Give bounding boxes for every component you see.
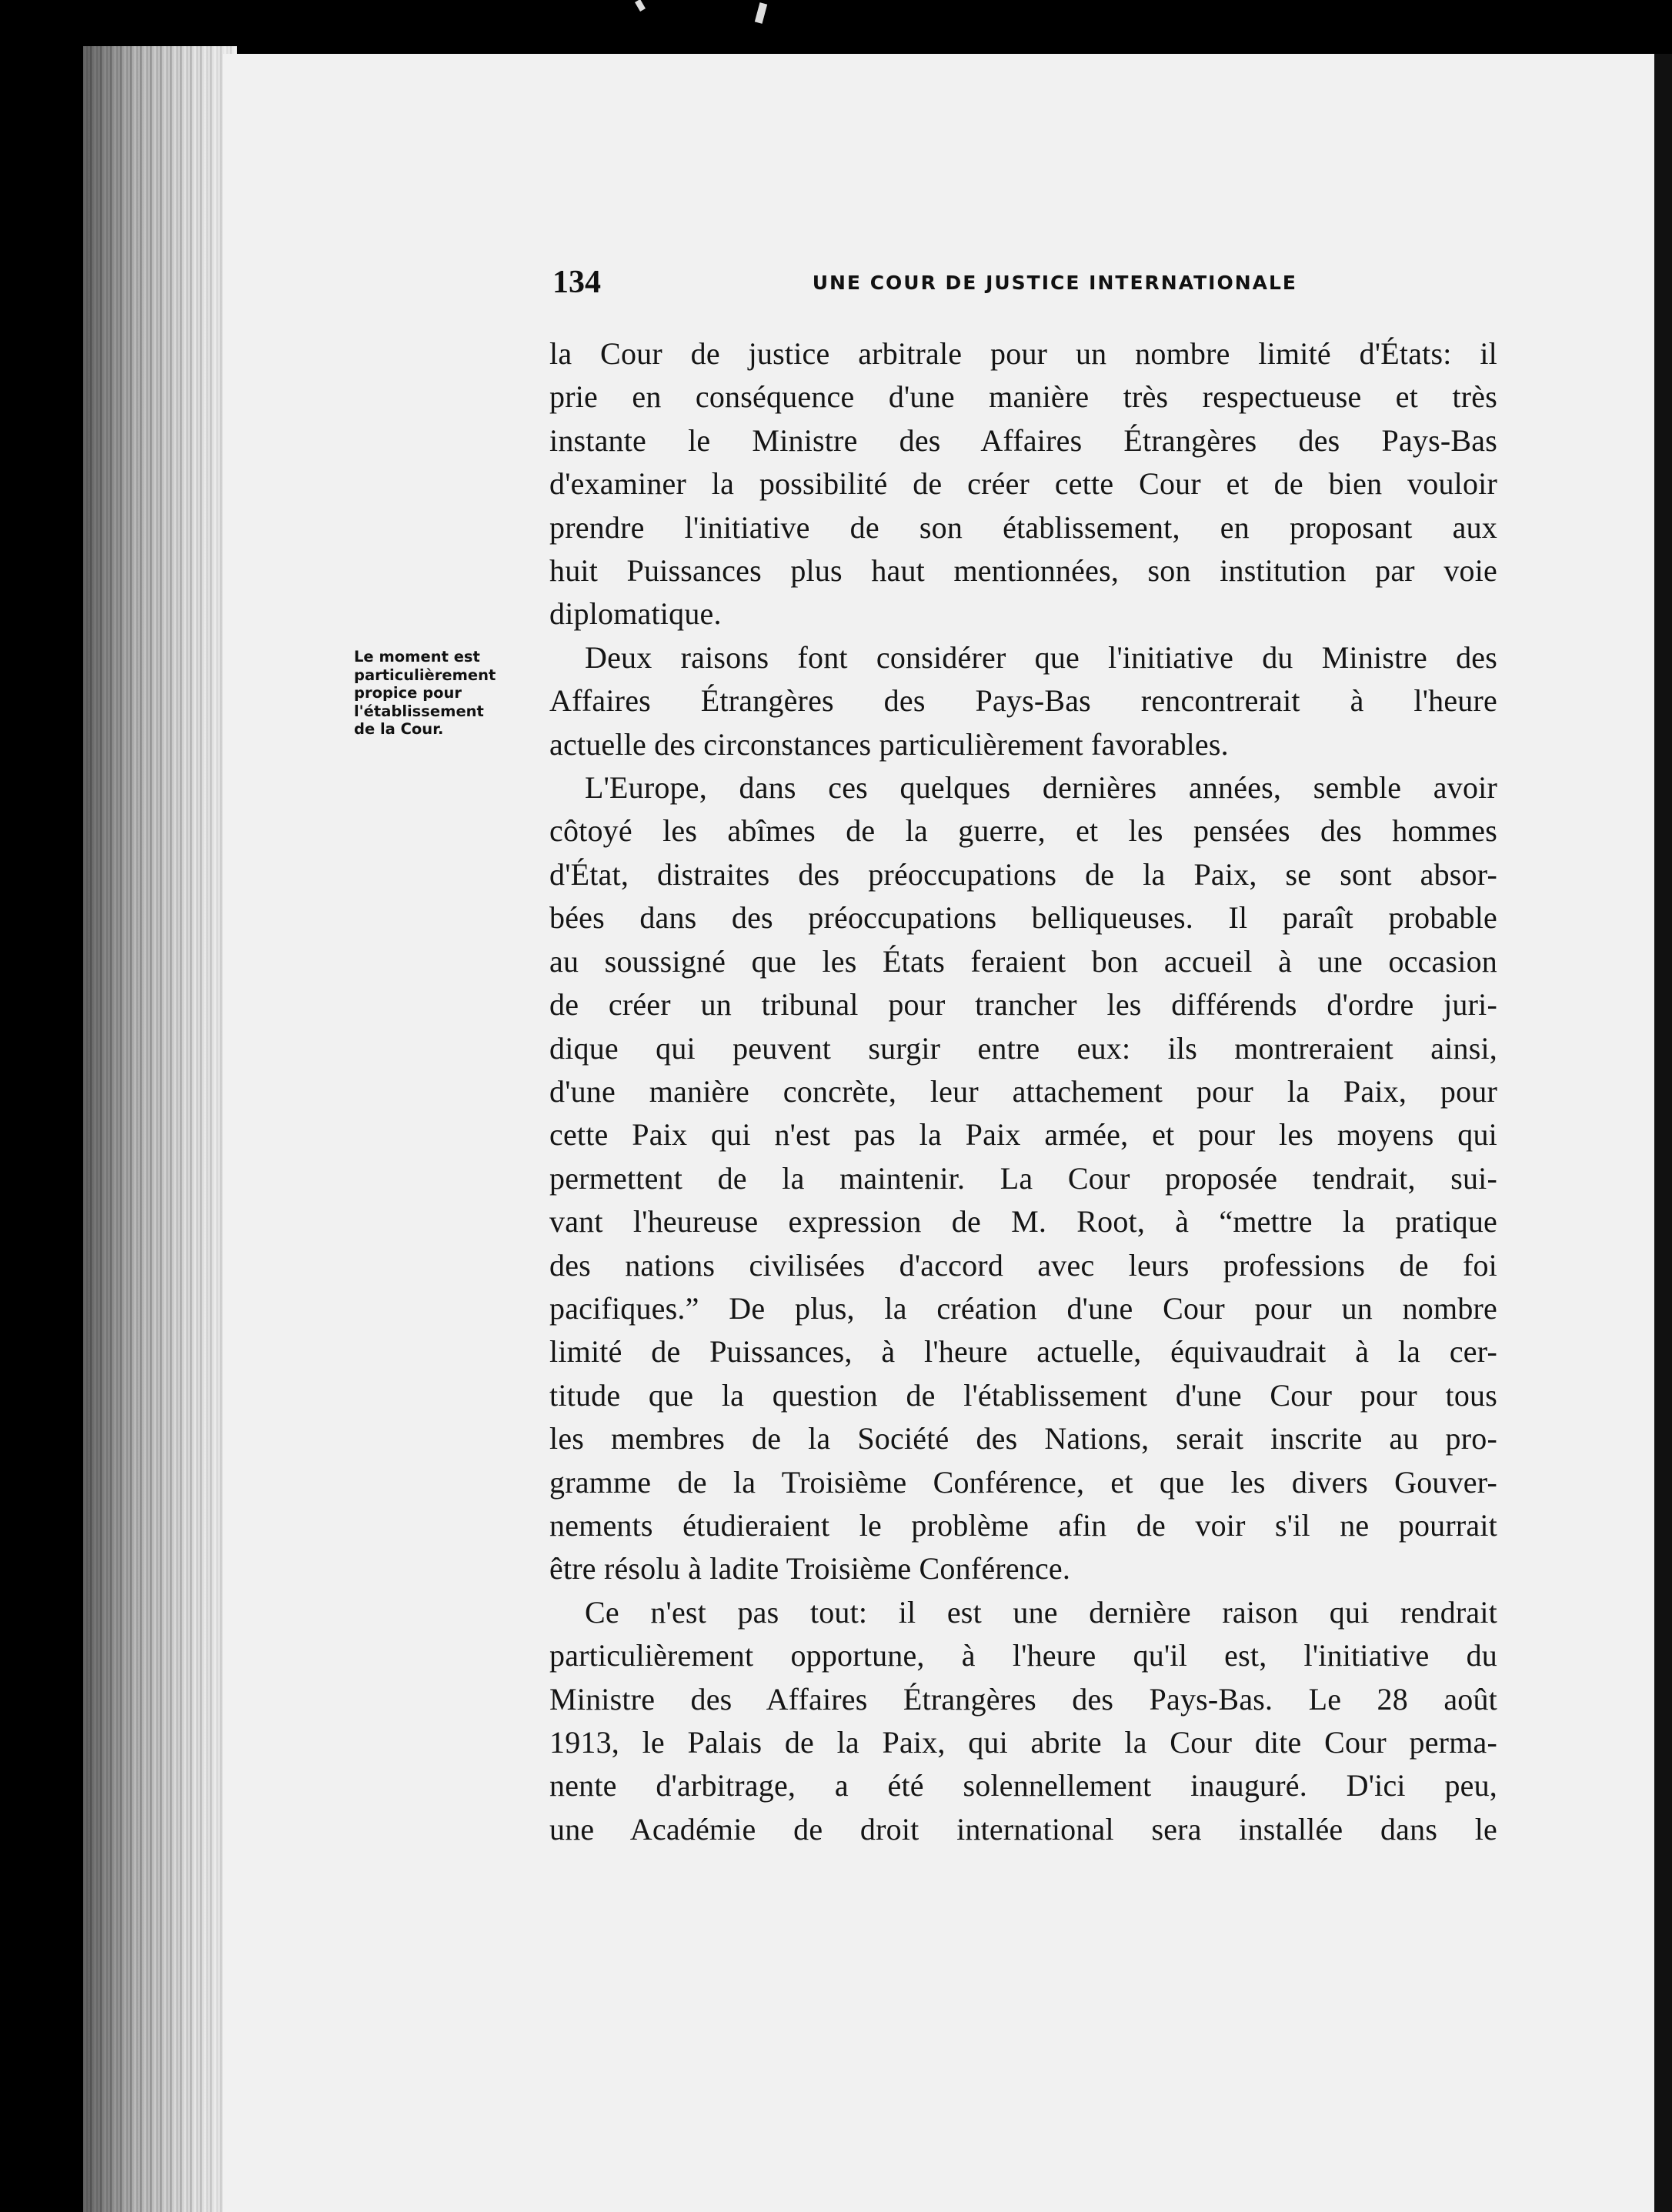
scan-artifact-mark bbox=[635, 0, 646, 12]
text-line: la Cour de justice arbitrale pour un nombre limité d'États: il bbox=[549, 336, 1497, 371]
margin-note bbox=[354, 648, 539, 739]
text-line: vant l'heureuse expression de M. Root, à “mettre la pratique bbox=[549, 1204, 1497, 1239]
text-line: une Académie de droit international sera installée dans le bbox=[549, 1811, 1497, 1847]
body-text bbox=[549, 332, 1497, 1851]
text-line: d'examiner la possibilité de créer cette Cour et de bien vouloir bbox=[549, 466, 1497, 502]
paragraph bbox=[549, 636, 1497, 766]
page-number: 134 bbox=[552, 265, 601, 300]
spine-shadow bbox=[83, 46, 237, 2212]
margin-note-line: Le moment est bbox=[354, 648, 480, 666]
text-line: diplomatique. bbox=[549, 596, 722, 632]
paragraph bbox=[549, 332, 1497, 636]
margin-note-line: particulièrement bbox=[354, 666, 496, 684]
text-line: nements étudieraient le problème afin de voir s'il ne pourrait bbox=[549, 1507, 1497, 1543]
text-line: les membres de la Société des Nations, serait inscrite au pro- bbox=[549, 1421, 1497, 1456]
text-line: actuelle des circonstances particulièrement favorables. bbox=[549, 726, 1229, 762]
page-right-border bbox=[1654, 54, 1672, 2212]
text-line: pacifiques.” De plus, la création d'une Cour pour un nombre bbox=[549, 1290, 1497, 1326]
text-line: nente d'arbitrage, a été solennellement inauguré. D'ici peu, bbox=[549, 1768, 1497, 1803]
text-line: particulièrement opportune, à l'heure qu'il est, l'initiative du bbox=[549, 1638, 1497, 1673]
text-line: gramme de la Troisième Conférence, et que les divers Gouver- bbox=[549, 1464, 1497, 1500]
text-line: être résolu à ladite Troisième Conférence. bbox=[549, 1551, 1071, 1586]
margin-note-line: propice pour bbox=[354, 684, 462, 702]
text-line: L'Europe, dans ces quelques dernières années, semble avoir bbox=[585, 770, 1497, 806]
text-line: dique qui peuvent surgir entre eux: ils montreraient ainsi, bbox=[549, 1030, 1497, 1066]
text-line: d'État, distraites des préoccupations de la Paix, se sont absor- bbox=[549, 856, 1497, 892]
text-line: Ce n'est pas tout: il est une dernière raison qui rendrait bbox=[585, 1594, 1497, 1630]
text-line: titude que la question de l'établissement d'une Cour pour tous bbox=[549, 1377, 1497, 1413]
text-line: de créer un tribunal pour trancher les différends d'ordre juri- bbox=[549, 987, 1497, 1023]
text-line: huit Puissances plus haut mentionnées, son institution par voie bbox=[549, 553, 1497, 589]
page-header bbox=[552, 264, 1297, 307]
text-line: prie en conséquence d'une manière très respectueuse et très bbox=[549, 379, 1497, 415]
text-line: des nations civilisées d'accord avec leurs professions de foi bbox=[549, 1247, 1497, 1283]
paragraph bbox=[549, 1591, 1497, 1851]
margin-note-line: l'établissement bbox=[354, 702, 484, 720]
text-line: prendre l'initiative de son établissement, en proposant aux bbox=[549, 509, 1497, 545]
text-line: 1913, le Palais de la Paix, qui abrite la Cour dite Cour perma- bbox=[549, 1725, 1497, 1760]
text-line: Ministre des Affaires Étrangères des Pays-Bas. Le 28 août bbox=[549, 1681, 1497, 1717]
text-line: d'une manière concrète, leur attachement pour la Paix, pour bbox=[549, 1073, 1497, 1109]
text-line: cette Paix qui n'est pas la Paix armée, et pour les moyens qui bbox=[549, 1117, 1497, 1153]
text-line: permettent de la maintenir. La Cour proposée tendrait, sui- bbox=[549, 1160, 1497, 1196]
text-line: instante le Ministre des Affaires Étrangères des Pays-Bas bbox=[549, 422, 1497, 458]
text-line: bées dans des préoccupations belliqueuses. Il paraît probable bbox=[549, 900, 1497, 936]
scan-artifact-mark bbox=[755, 2, 767, 24]
margin-note-line: de la Cour. bbox=[354, 720, 444, 738]
text-line: au soussigné que les États feraient bon accueil à une occasion bbox=[549, 943, 1497, 979]
text-line: limité de Puissances, à l'heure actuelle, équivaudrait à la cer- bbox=[549, 1334, 1497, 1370]
paragraph bbox=[549, 766, 1497, 1591]
text-line: Deux raisons font considérer que l'initiative du Ministre des bbox=[585, 639, 1497, 675]
text-line: côtoyé les abîmes de la guerre, et les pensées des hommes bbox=[549, 813, 1497, 849]
running-head: UNE COUR DE JUSTICE INTERNATIONALE bbox=[812, 272, 1297, 294]
text-line: Affaires Étrangères des Pays-Bas rencontrerait à l'heure bbox=[549, 683, 1497, 719]
